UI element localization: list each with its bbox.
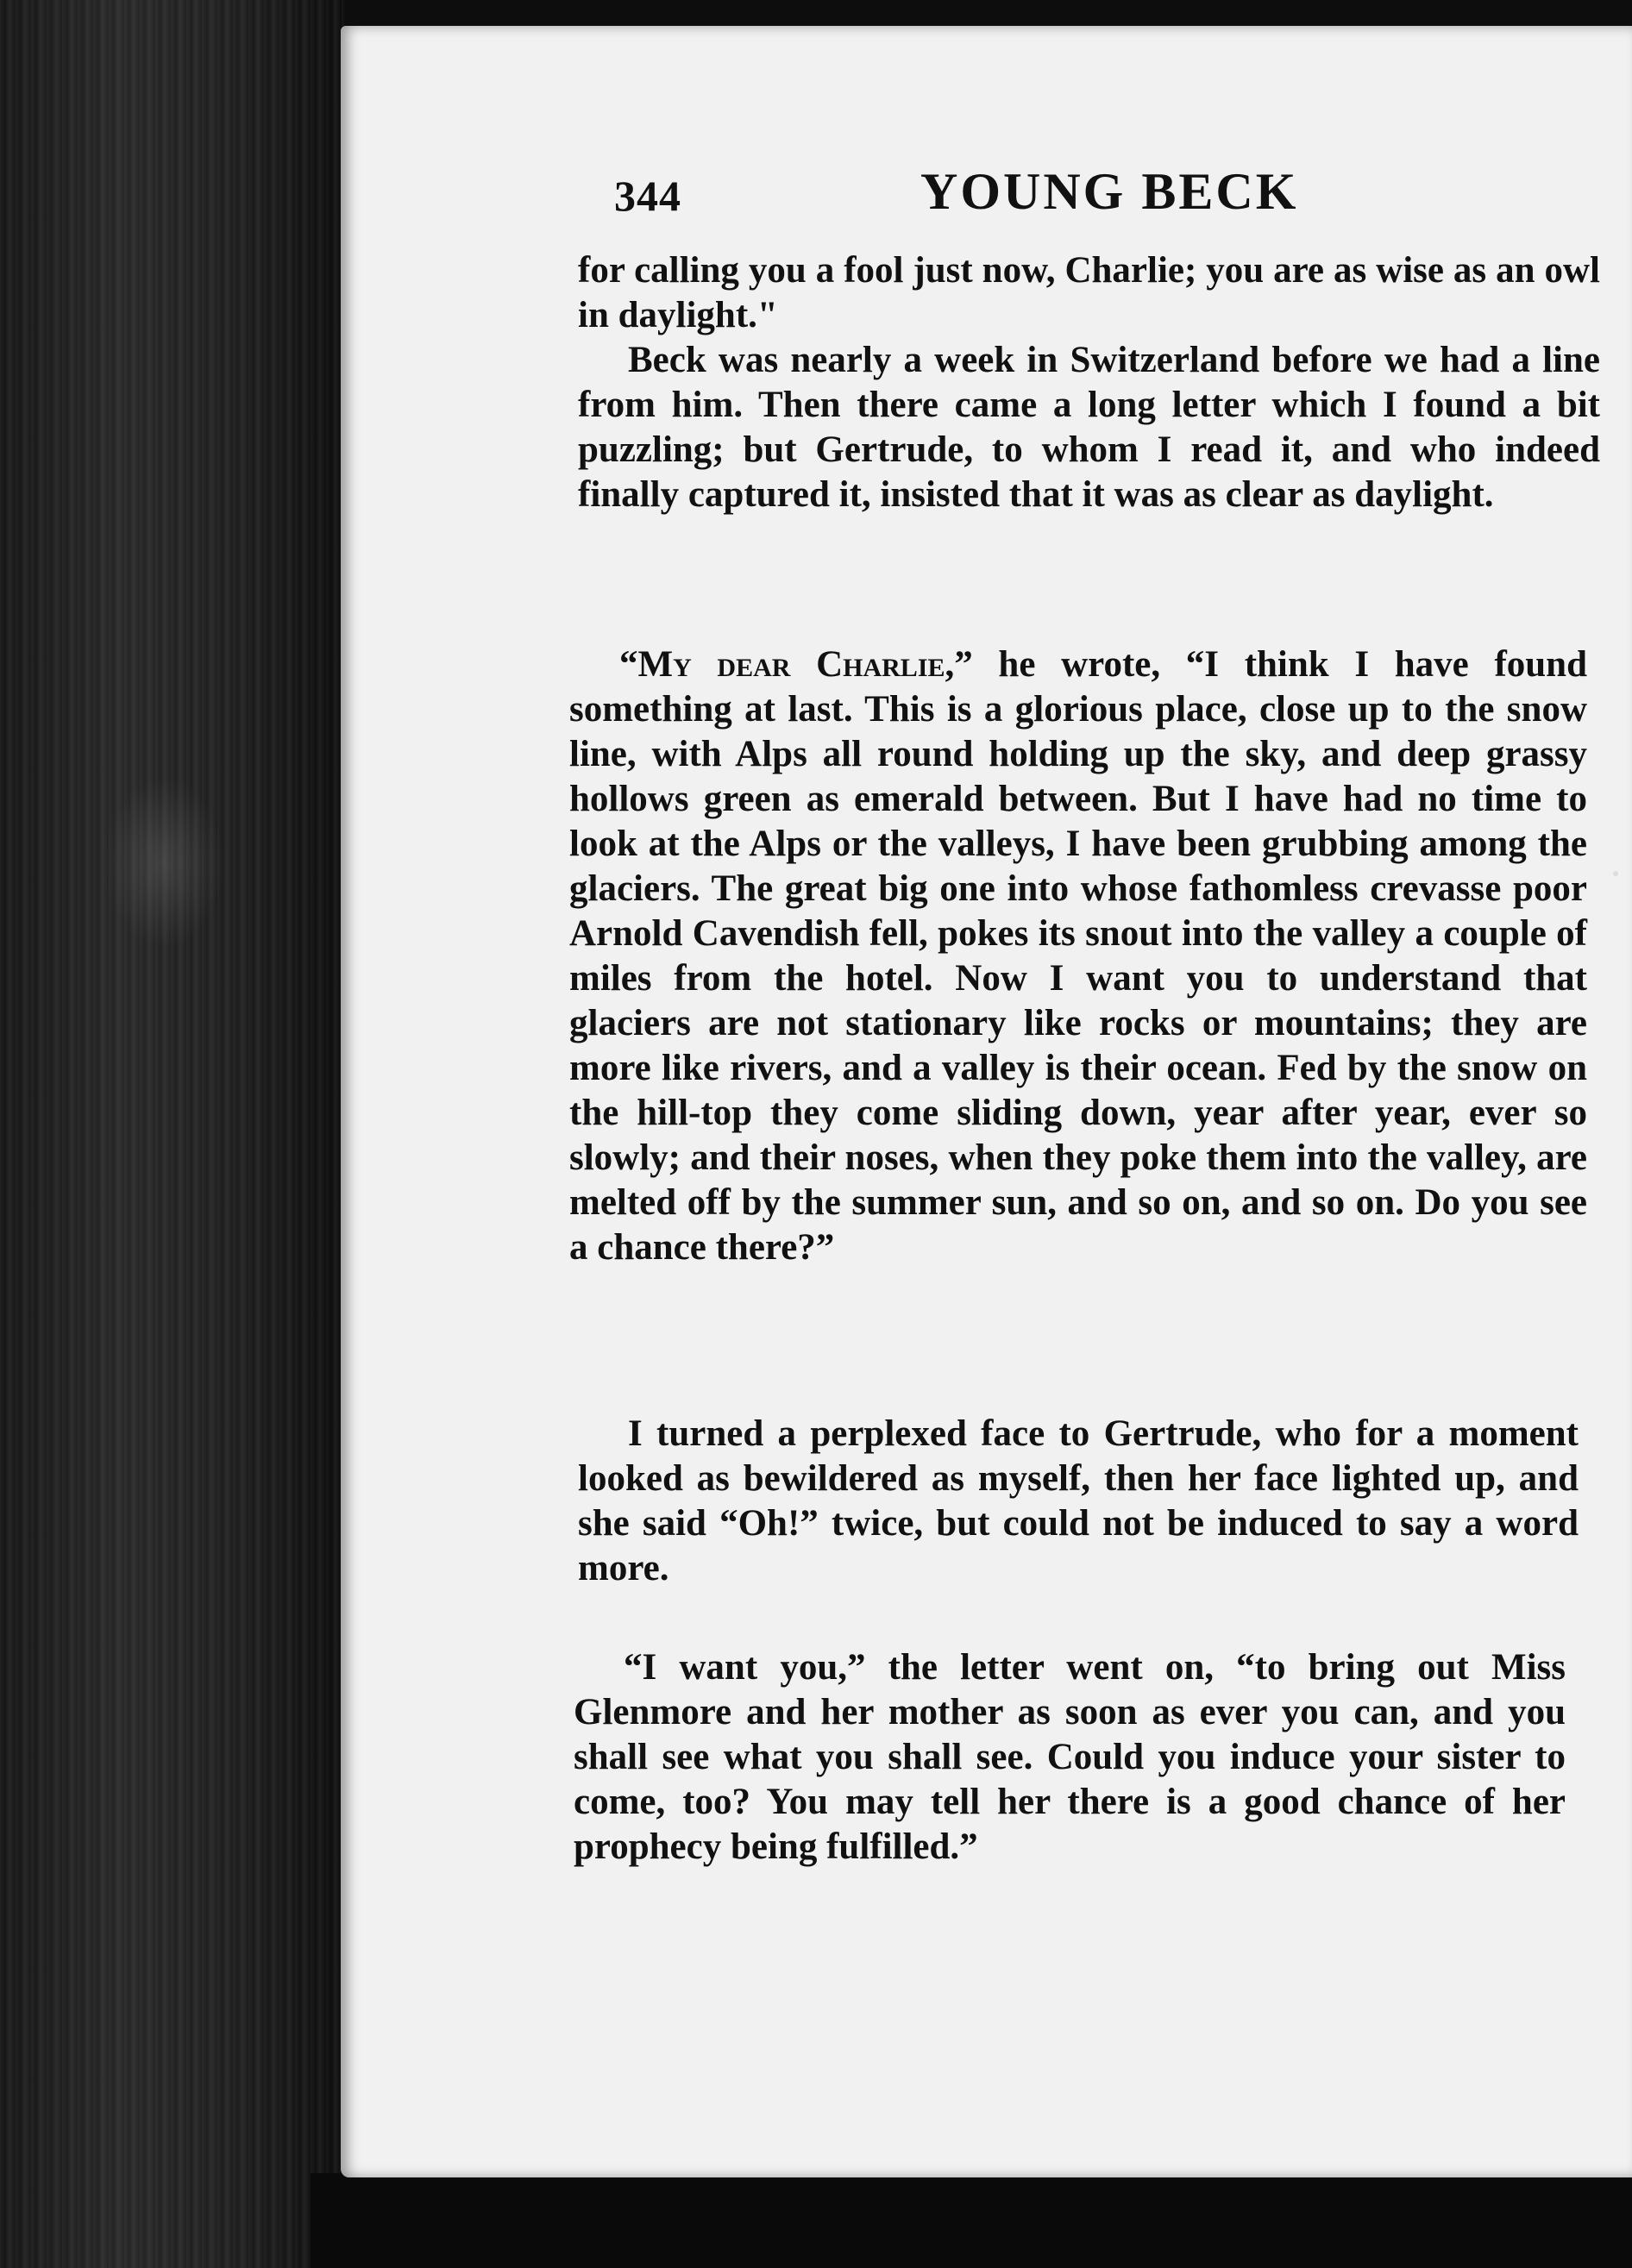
letter-block	[569, 642, 1587, 1270]
paragraph: Beck was nearly a week in Switzerland before we had a line from him. Then there came a long letter which I found a bit puzzling; but Gertrude, to whom I read it, and who indeed finally captured it, insisted that it was as clear as daylight.	[578, 340, 1600, 515]
paragraph: I turned a perplexed face to Gertrude, who for a moment looked as bewildered as myself, then her face lighted up, and she said “Oh!” twice, but could not be induced to say a word more.	[578, 1413, 1579, 1588]
book-spine	[0, 0, 345, 2268]
letter-paragraph	[569, 642, 1587, 1270]
spine-reflection	[104, 776, 224, 949]
page-number: 344	[614, 172, 681, 220]
letter-body: he wrote, “I think I have found something at last. This is a glorious place, close up to the snow line, with Alps all round holding up the sky, and deep grassy hollows green as emerald between. But I have had no time to look at the Alps or the valleys, I have been grubbing among the glaciers. The great big one into whose fathomless crevasse poor Arnold Cavendish fell, pokes its snout into the valley a couple of miles from the hotel. Now I want you to understand that glaciers are not stationary like rocks or mountains; they are more like rivers, and a valley is their ocean. Fed by the snow on the hill-top they come sliding down, year after year, ever so slowly; and their noses, when they poke them into the valley, are melted off by the summer sun, and so on, and so on. Do you see a chance there?”	[569, 644, 1588, 1268]
letter-salutation: “My dear Charlie,”	[619, 644, 973, 685]
text-block-4	[574, 1645, 1566, 1870]
text-block-3	[578, 1412, 1579, 1591]
paragraph: for calling you a fool just now, Charlie; you are as wise as an owl in daylight."	[578, 250, 1600, 335]
page-bottom-shadow	[311, 2173, 1632, 2268]
text-block-1	[578, 248, 1600, 517]
running-title: YOUNG BECK	[920, 163, 1299, 220]
dust-speck	[1613, 871, 1618, 876]
paragraph: “I want you,” the letter went on, “to bring out Miss Glenmore and her mother as soon as ever you can, and you shall see what you shall see. Could you induce your sister to come, too? You may tell her there is a good chance of her prophecy being fulfilled.”	[574, 1647, 1566, 1867]
page-header	[614, 162, 1390, 231]
